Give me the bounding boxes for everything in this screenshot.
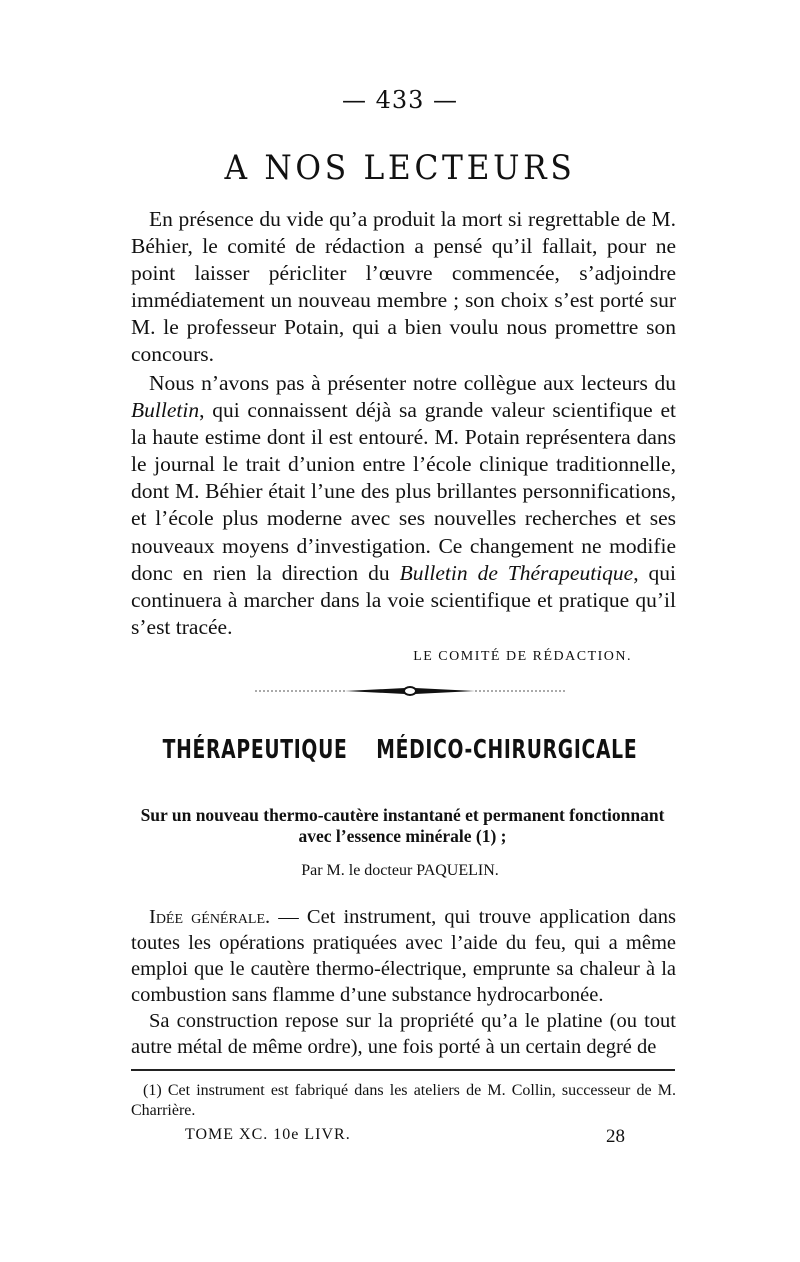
article-text-2: Sa construction repose sur la propriété qu’a le platine (ou tout autre métal de même ordre), une fois porté à un certain degré de [131,1010,676,1058]
section-title [112,735,688,765]
article-text-1: — Cet instrument, qui trouve application dans toutes les opérations pratiquées avec l’aide du feu, qui a même emploi que le cautère thermo-électrique, emprunte sa chaleur à la combustion sans flamme d’une substance hydrocarbonée. [131,906,676,1006]
notice-paragraph-2 [131,370,676,641]
volume-label: TOME XC. 10e LIVR. [185,1126,351,1143]
page-title: A NOS LECTEURS [224,148,576,188]
article-body [131,904,676,1060]
section-title-word-1: THÉRAPEUTIQUE [162,735,348,765]
notice-text-2c: , qui continuera à marcher dans la voie scientifique et pratique qu’il s’est tracée. [131,560,676,639]
footnote-rule [131,1069,675,1071]
notice-text-1: En présence du vide qu’a produit la mort si regrettable de M. Béhier, le comité de rédaction a pensé qu’il fallait, pour ne point laisser péricliter l’œuvre commencée, s’adjoindre immédiatement un nouveau membre ; son choix s’est porté sur M. le professeur Potain, qui a bien voulu nous promettre son concours. [131,207,676,367]
article-lead: Idée générale. [149,906,271,928]
notice-text-2b: , qui connaissent déjà sa grande valeur scientifique et la haute estime dont il est entouré. M. Potain représentera dans le journal le trait d’union entre l’école clinique traditionnelle, dont M. Béhier était l’une des plus brillantes personnifications, et l’école plus moderne avec ses nouvelles recherches et ses nouveaux moyens d’investigation. Ce changement ne modifie donc en rien la direction du [131,398,676,585]
notice-paragraph-1 [131,206,676,369]
journal-name: Bulletin [131,398,200,423]
notice-signature: LE COMITÉ DE RÉDACTION. [413,649,632,664]
page-number: — 433 — [341,86,459,114]
notice-text-2a: Nous n’avons pas à présenter notre collègue aux lecteurs du [149,371,676,395]
article-byline: Par M. le docteur PAQUELIN. [301,862,499,879]
journal-full-name: Bulletin de Thérapeutique [399,560,634,585]
ornament-divider [255,684,565,698]
footnote-text: (1) Cet instrument est fabriqué dans les ateliers de M. Collin, successeur de M. Charrière. [131,1082,676,1119]
article-title: Sur un nouveau thermo-cautère instantané et permanent fonctionnant avec l’essence minérale (1) ; [140,805,665,846]
sheet-number: 28 [606,1126,625,1147]
footnote [131,1081,676,1121]
section-title-word-2: MÉDICO-CHIRURGICALE [376,735,638,765]
